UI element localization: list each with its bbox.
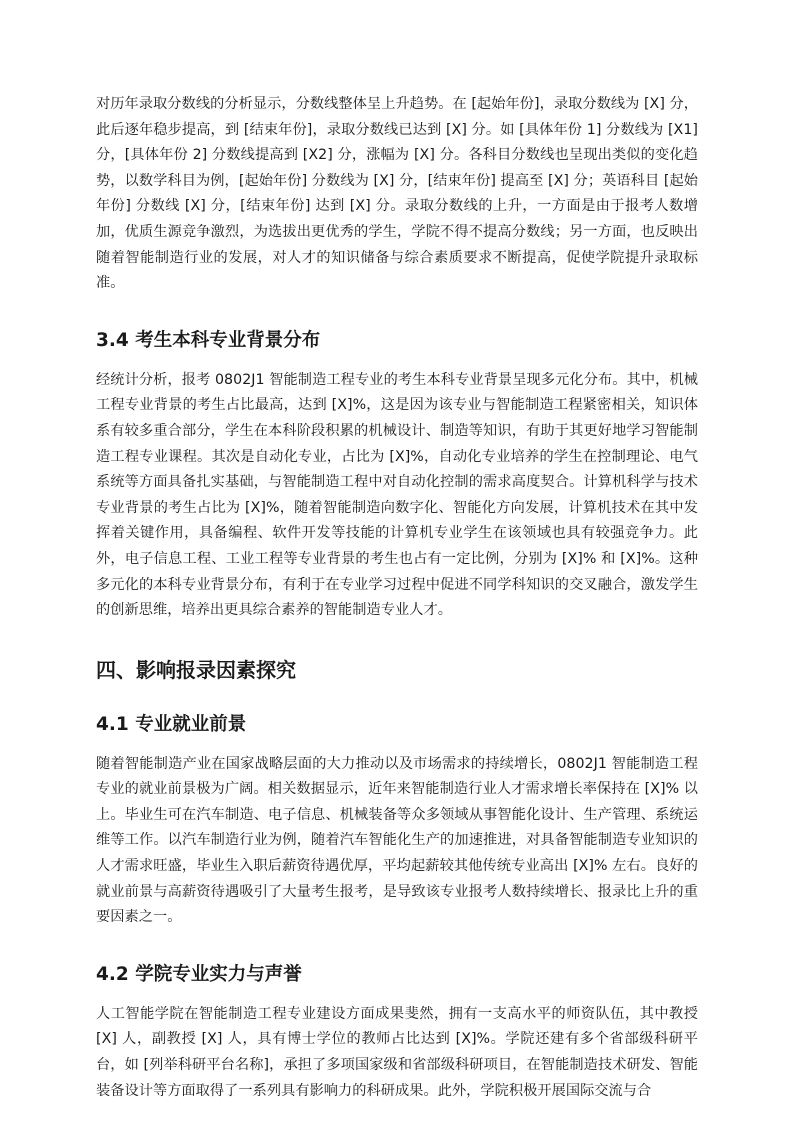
- paragraph-college-strength: 人工智能学院在智能制造工程专业建设方面成果斐然，拥有一支高水平的师资队伍，其中教授 [X] 人，副教授 [X] 人，具有博士学位的教师占比达到 [X]%。学院还建有多个省部级科研平台，如 [列举科研平台名称]，承担了多项国家级和省部级科研项目，在智能制造技术研发、智能装备设计等方面取得了一系列具有影响力的科研成果。此外，学院积极开展国际交流与合: [96, 1005, 698, 1099]
- paragraph-employment-prospects: 随着智能制造产业在国家战略层面的大力推动以及市场需求的持续增长，0802J1 智能制造工程专业的就业前景极为广阔。相关数据显示，近年来智能制造行业人才需求增长率保持在 [X]% 以上。毕业生可在汽车制造、电子信息、机械装备等众多领域从事智能化设计、生产管理、系统运维等工作。以汽车制造行业为例，随着汽车智能化生产的加速推进，对具备智能制造专业知识的人才需求旺盛，毕业生入职后薪资待遇优厚，平均起薪较其他传统专业高出 [X]% 左右。良好的就业前景与高薪资待遇吸引了大量考生报考，是导致该专业报考人数持续增长、报录比上升的重要因素之一。: [96, 755, 698, 926]
- section-heading-4-1: 4.1 专业就业前景: [96, 713, 247, 735]
- paragraph-admission-score-analysis: 对历年录取分数线的分析显示，分数线整体呈上升趋势。在 [起始年份]，录取分数线为 [X] 分，此后逐年稳步提高，到 [结束年份]，录取分数线已达到 [X] 分。如 [具体年份 1] 分数线为 [X1] 分，[具体年份 2] 分数线提高到 [X2] 分，涨幅为 [X] 分。各科目分数线也呈现出类似的变化趋势，以数学科目为例，[起始年份] 分数线为 [X] 分，[结束年份] 提高至 [X] 分；英语科目 [起始年份] 分数线 [X] 分，[结束年份] 达到 [X] 分。录取分数线的上升，一方面是由于报考人数增加，优质生源竞争激烈，为选拔出更优秀的学生，学院不得不提高分数线；另一方面，也反映出随着智能制造行业的发展，对人才的知识储备与综合素质要求不断提高，促使学院提升录取标准。: [96, 96, 698, 292]
- chapter-heading-4: 四、影响报录因素探究: [96, 657, 296, 682]
- section-heading-4-2: 4.2 学院专业实力与声誉: [96, 963, 302, 985]
- paragraph-undergraduate-background: 经统计分析，报考 0802J1 智能制造工程专业的考生本科专业背景呈现多元化分布。其中，机械工程专业背景的考生占比最高，达到 [X]%，这是因为该专业与智能制造工程紧密相关，知识体系有较多重合部分，学生在本科阶段积累的机械设计、制造等知识，有助于其更好地学习智能制造工程专业课程。其次是自动化专业，占比为 [X]%，自动化专业培养的学生在控制理论、电气系统等方面具备扎实基础，与智能制造工程中对自动化控制的需求高度契合。计算机科学与技术专业背景的考生占比为 [X]%，随着智能制造向数字化、智能化方向发展，计算机技术在其中发挥着关键作用，具备编程、软件开发等技能的计算机专业学生在该领域也具有较强竞争力。此外，电子信息工程、工业工程等专业背景的考生也占有一定比例，分别为 [X]% 和 [X]%。这种多元化的本科专业背景分布，有利于在专业学习过程中促进不同学科知识的交叉融合，激发学生的创新思维，培养出更具综合素养的智能制造专业人才。: [96, 371, 698, 619]
- section-heading-3-4: 3.4 考生本科专业背景分布: [96, 329, 321, 351]
